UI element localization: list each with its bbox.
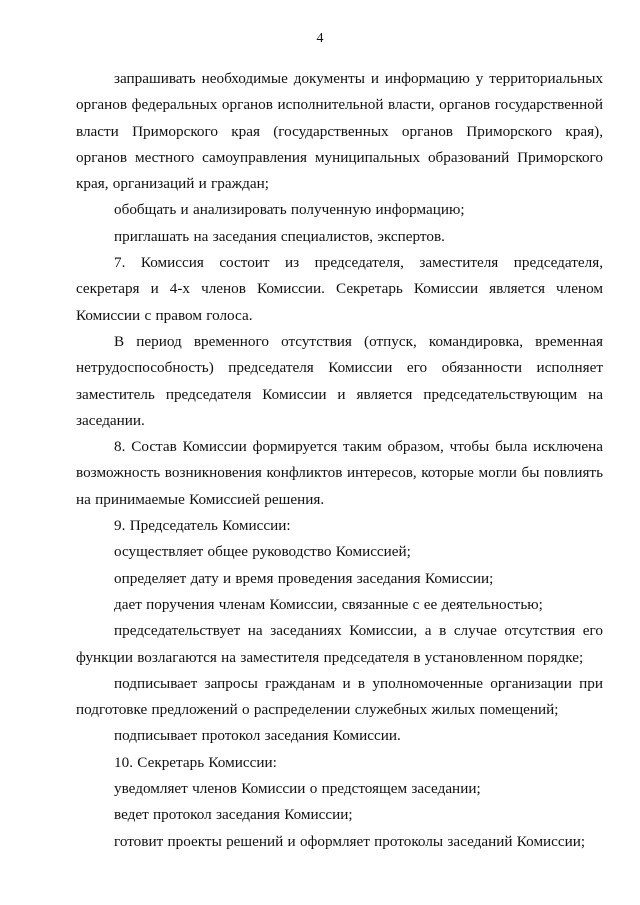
paragraph-secretary-keeps-protocol: ведет протокол заседания Комиссии; <box>114 806 353 824</box>
paragraph-secretary-notifies: уведомляет членов Комиссии о предстоящем заседании; <box>114 780 481 798</box>
paragraph-chair-general-management: осуществляет общее руководство Комиссией; <box>114 543 411 561</box>
paragraph-chair-signs-requests: подписывает запросы гражданам и в уполномоченные организации при подготовке предложений о распределении служебных жилых помещений; <box>76 674 603 719</box>
paragraph-chair-presides: председательствует на заседаниях Комиссии, а в случае отсутствия его функции возлагаются на заместителя председателя в установленном порядке; <box>76 622 603 666</box>
paragraph-item-9-heading: 9. Председатель Комиссии: <box>114 517 291 535</box>
paragraph-temporary-absence: В период временного отсутствия (отпуск, командировка, временная нетрудоспособность) председателя Комиссии его обязанности исполняет заместитель председателя Комиссии и является председательствующим на заседании. <box>76 332 603 429</box>
paragraph-invite-experts: приглашать на заседания специалистов, экспертов. <box>114 227 445 245</box>
paragraph-item-10-heading: 10. Секретарь Комиссии: <box>114 753 277 771</box>
paragraph-request-documents: запрашивать необходимые документы и информацию у территориальных органов федеральных органов исполнительной власти, органов государственной власти Приморского края (государственных органов Приморского края), органов местного самоуправления муниципальных образований Приморского края, организаций и граждан; <box>76 70 603 193</box>
paragraph-chair-signs-protocol: подписывает протокол заседания Комиссии. <box>114 727 401 745</box>
page-number: 4 <box>316 31 324 46</box>
paragraph-summarize-info: обобщать и анализировать полученную информацию; <box>114 201 465 219</box>
document-body <box>76 66 603 855</box>
paragraph-chair-sets-date: определяет дату и время проведения заседания Комиссии; <box>114 569 494 587</box>
paragraph-chair-gives-orders: дает поручения членам Комиссии, связанные с ее деятельностью; <box>114 595 543 613</box>
paragraph-item-7: 7. Комиссия состоит из председателя, заместителя председателя, секретаря и 4-х членов Комиссии. Секретарь Комиссии является членом Комиссии с правом голоса. <box>76 254 603 324</box>
paragraph-secretary-prepares-drafts: готовит проекты решений и оформляет протоколы заседаний Комиссии; <box>114 832 586 850</box>
paragraph-item-8: 8. Состав Комиссии формируется таким образом, чтобы была исключена возможность возникновения конфликтов интересов, которые могли бы повлиять на принимаемые Комиссией решения. <box>76 438 603 508</box>
